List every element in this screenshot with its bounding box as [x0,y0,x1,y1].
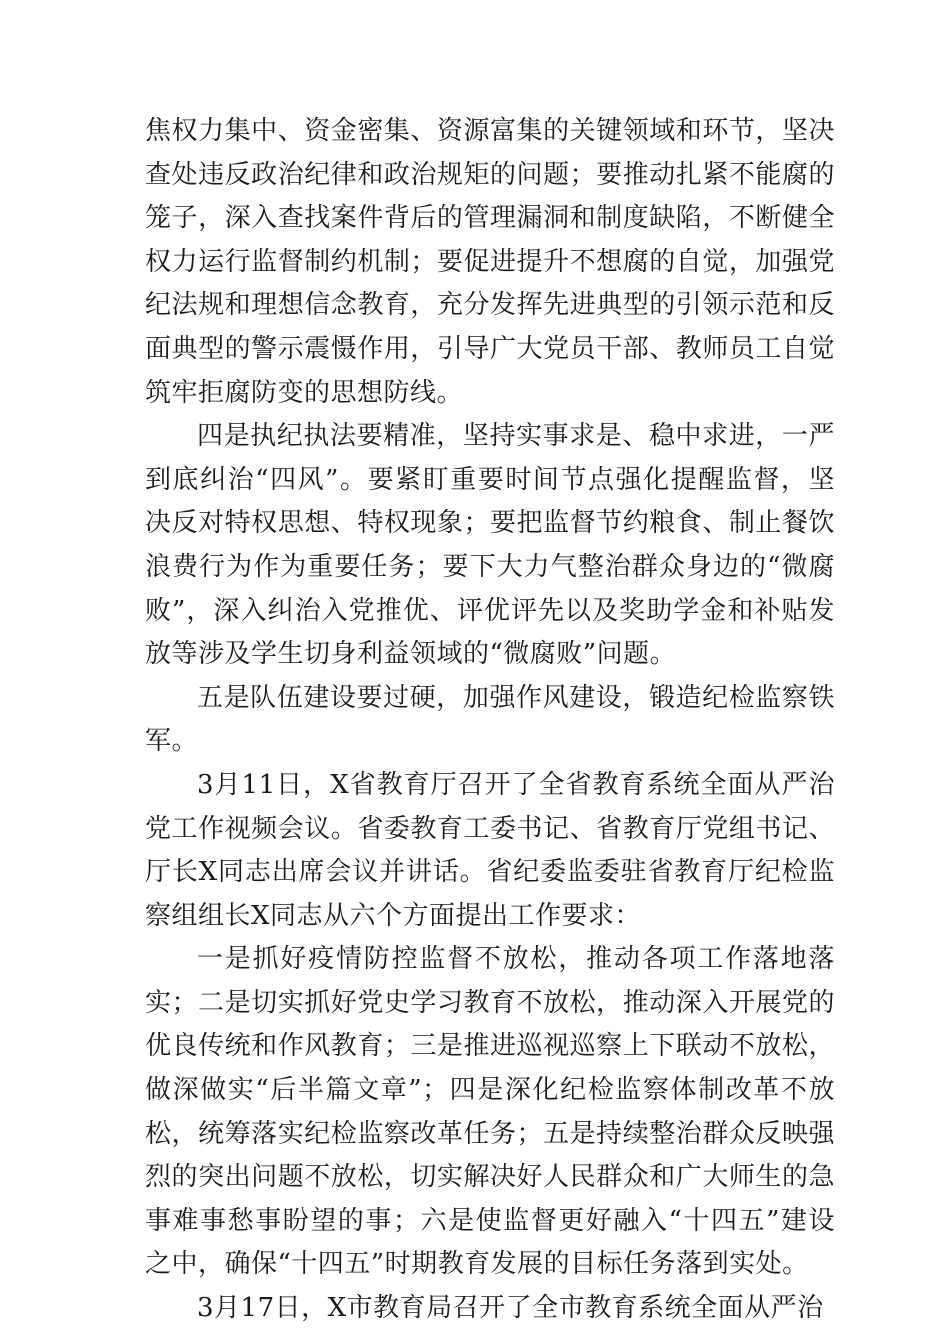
paragraph-provincial-meeting: 3月11日，X省教育厅召开了全省教育系统全面从严治党工作视频会议。省委教育工委书记、省教育厅党组书记、厅长X同志出席会议并讲话。省纪委监委驻省教育厅纪检监察组组长X同志从六个方面提出工作要求： [145,769,835,931]
paragraph-team-building: 五是队伍建设要过硬，加强作风建设，锻造纪检监察铁军。 [145,682,835,757]
document-body [145,110,835,1331]
paragraph-six-requirements: 一是抓好疫情防控监督不放松，推动各项工作落地落实；二是切实抓好党史学习教育不放松，推动深入开展党的优良传统和作风教育；三是推进巡视巡察上下联动不放松，做深做实“后半篇文章”；四是深化纪检监察体制改革不放松，统筹落实纪检监察改革任务；五是持续整治群众反映强烈的突出问题不放松，切实解决好人民群众和广大师生的急事难事愁事盼望的事；六是使监督更好融入“十四五”建设之中，确保“十四五”时期教育发展的目标任务落到实处。 [145,944,835,1280]
paragraph-municipal-meeting: 3月17日，X市教育局召开了全市教育系统全面从严治 [197,1293,824,1324]
paragraph-continuation: 焦权力集中、资金密集、资源富集的关键领域和环节，坚决查处违反政治纪律和政治规矩的问题；要推动扎紧不能腐的笼子，深入查找案件背后的管理漏洞和制度缺陷，不断健全权力运行监督制约机制；要促进提升不想腐的自觉，加强党纪法规和理想信念教育，充分发挥先进典型的引领示范和反面典型的警示震慑作用，引导广大党员干部、教师员工自觉筑牢拒腐防变的思想防线。 [145,116,835,408]
paragraph-discipline-enforcement: 四是执纪执法要精准，坚持实事求是、稳中求进，一严到底纠治“四风”。要紧盯重要时间节点强化提醒监督，坚决反对特权思想、特权现象；要把监督节约粮食、制止餐饮浪费行为作为重要任务；要下大力气整治群众身边的“微腐败”，深入纠治入党推优、评优评先以及奖助学金和补贴发放等涉及学生切身利益领域的“微腐败”问题。 [145,421,835,670]
